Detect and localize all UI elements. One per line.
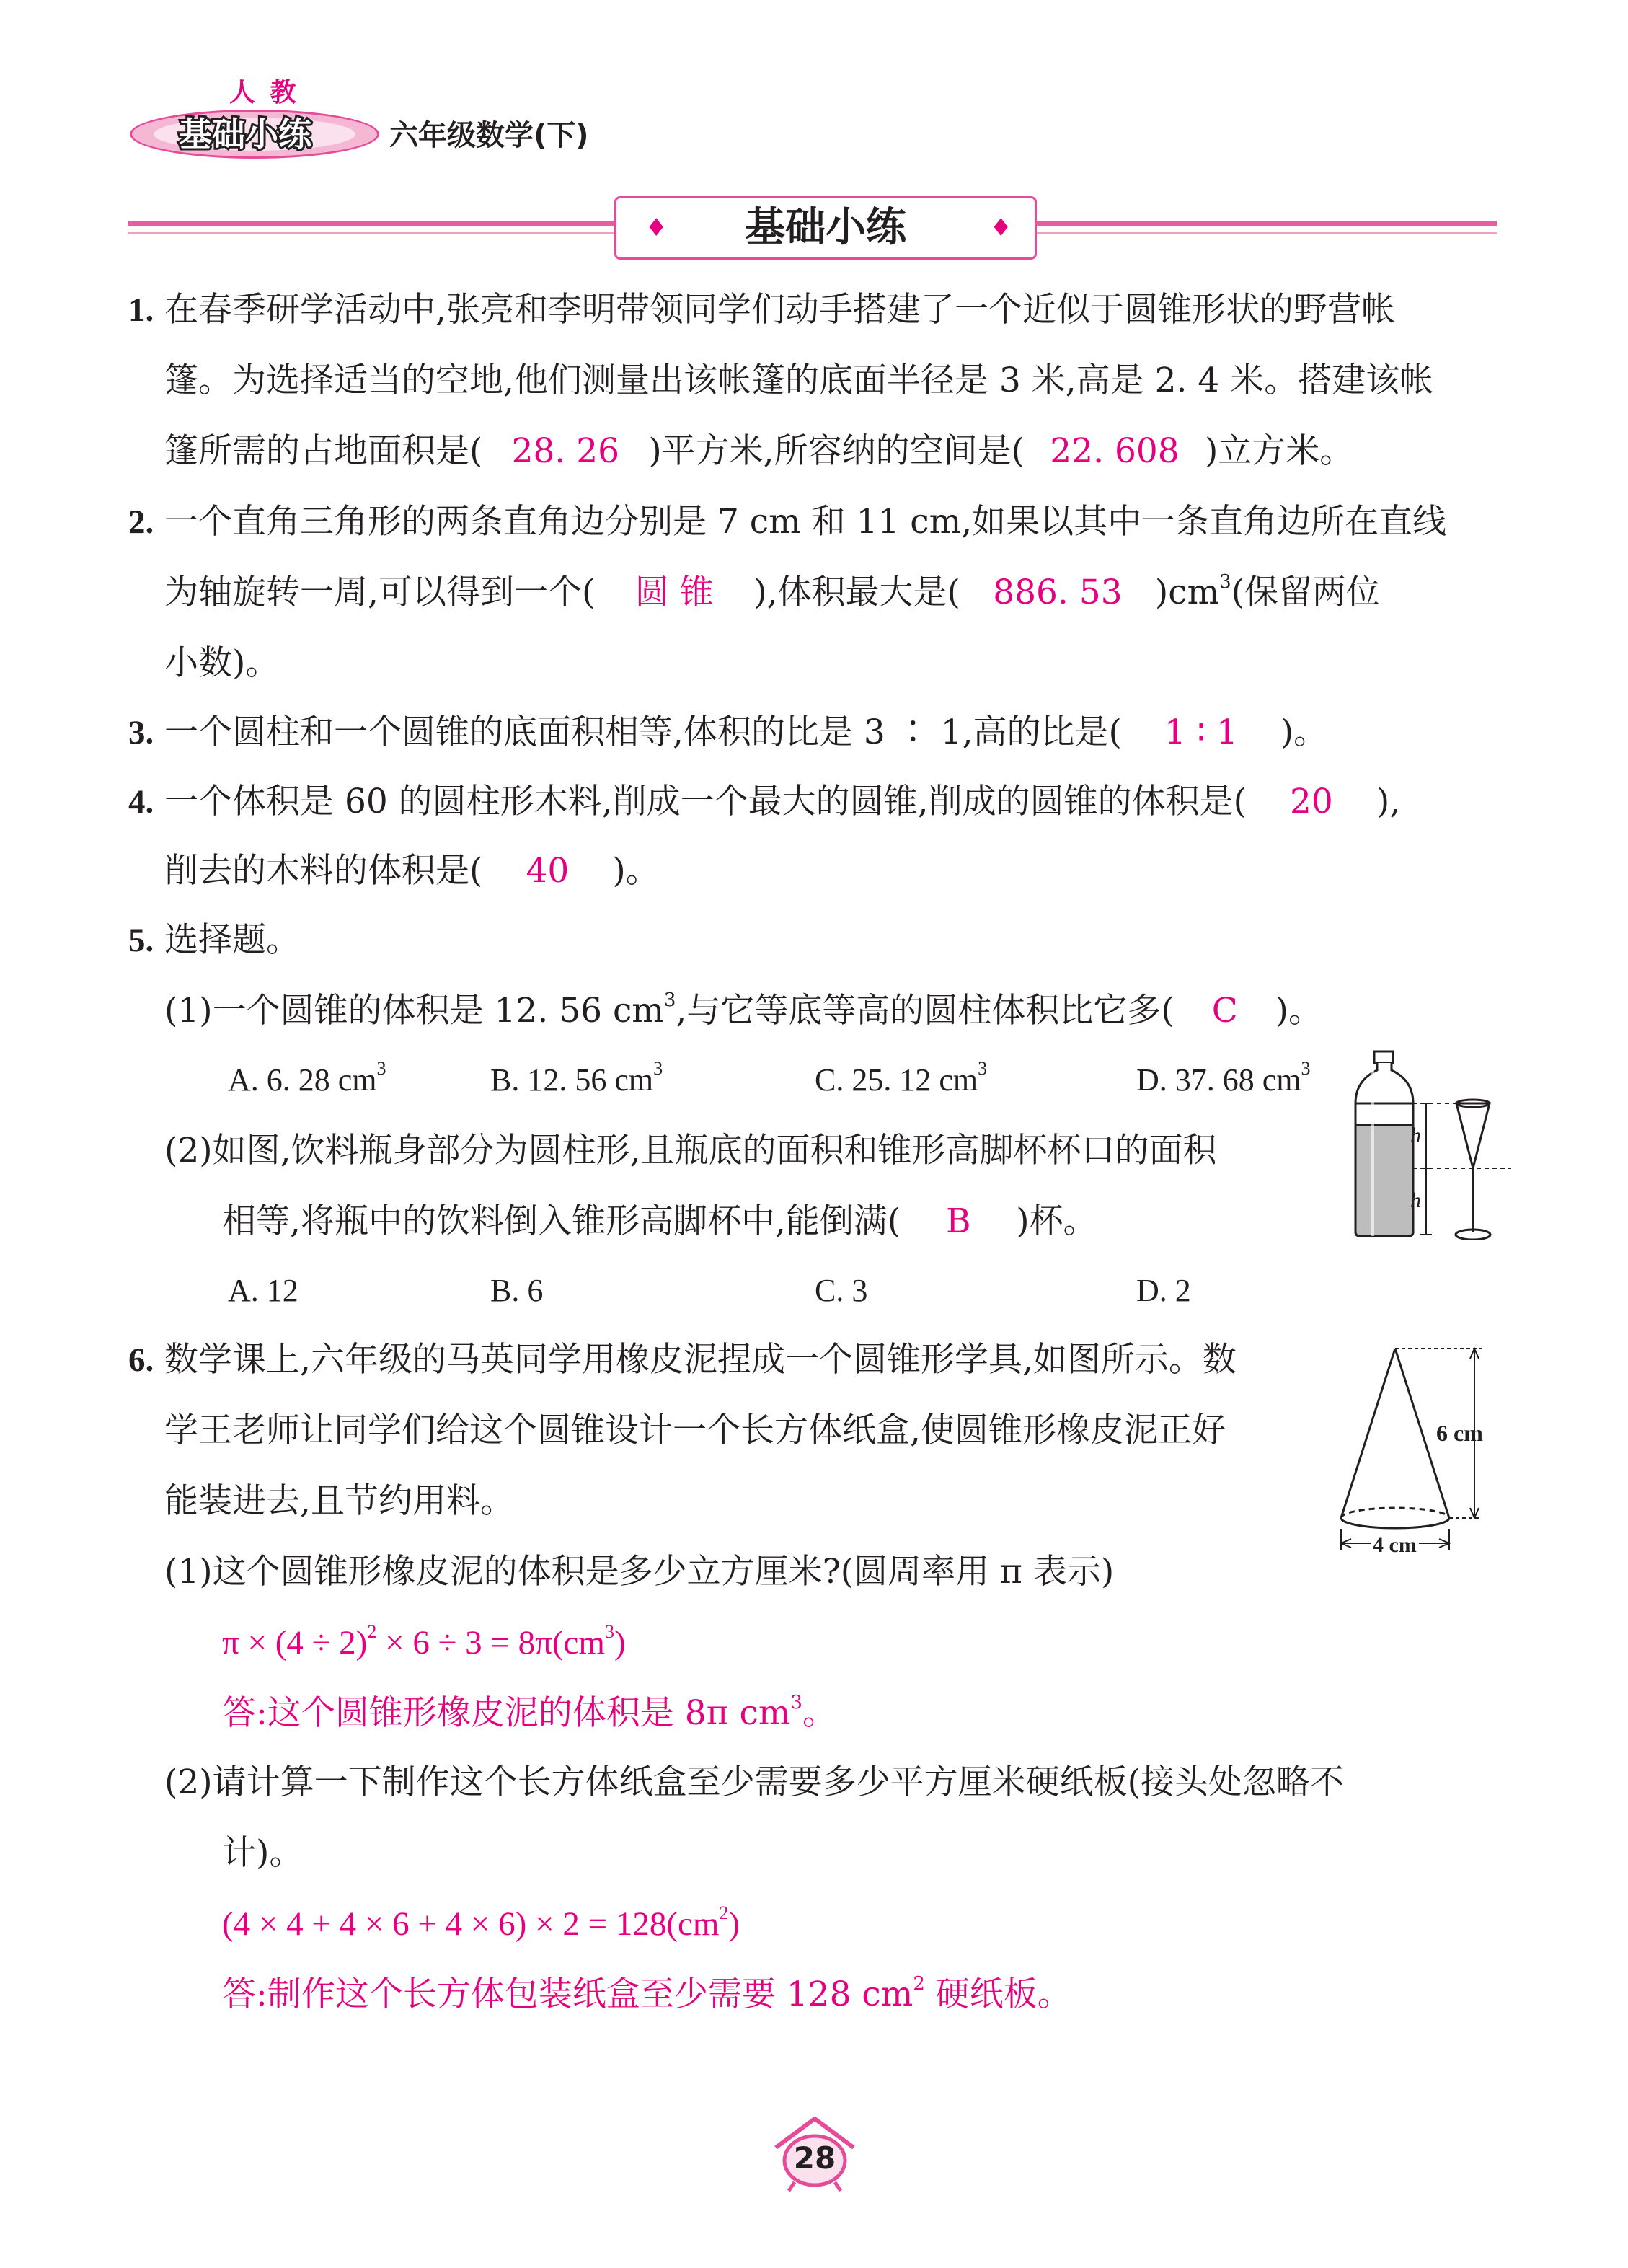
bottle-icon [1355, 1051, 1413, 1236]
option-d: D. 2 [1136, 1273, 1191, 1308]
diameter-label: 4 cm [1373, 1533, 1417, 1557]
question-number: 6. [128, 1341, 154, 1379]
question-text: 选择题。 [164, 920, 300, 960]
section-title: 基础小练 [745, 204, 906, 251]
height-label-bottom: h [1410, 1188, 1421, 1212]
option-a: A. 6. 28 $cm^3$ [228, 1058, 386, 1098]
answer-text: 22. 608 [1050, 431, 1180, 471]
subquestion-text: (2)请计算一下制作这个长方体纸盒至少需要多少平方厘米硬纸板(接头处忽略不 [164, 1762, 1344, 1802]
answer-text: 答:这个圆锥形橡皮泥的体积是 8π $cm^3$。 [222, 1692, 836, 1733]
question-number: 2. [128, 503, 154, 541]
page-number: 28 [793, 2140, 836, 2176]
question-text: 篷。为选择适当的空地,他们测量出该帐篷的底面半径是 3 米,高是 2. 4 米。搭建该帐 [164, 361, 1434, 400]
question-text: 削去的木料的体积是( 40 )。 [164, 850, 660, 893]
diamond-right-icon: ♦ [990, 213, 1012, 242]
answer-text: B [945, 1201, 971, 1241]
question-text: 一个圆柱和一个圆锥的底面积相等,体积的比是 3 ∶ 1,高的比是( 1 ∶ 1 )。 [164, 711, 1327, 754]
height-label: 6 cm [1436, 1420, 1483, 1446]
subquestion-text: (1)一个圆锥的体积是 12. 56 $cm^3$,与它等底等高的圆柱体积比它多( C )。 [164, 989, 1322, 1033]
question-text: 能装进去,且节约用料。 [164, 1481, 514, 1521]
question-text: 学王老师让同学们给这个圆锥设计一个长方体纸盒,使圆锥形橡皮泥正好 [164, 1411, 1226, 1450]
question-text: 小数)。 [164, 643, 280, 683]
option-b: B. 6 [490, 1273, 544, 1308]
answer-text: 圆 锥 [634, 573, 714, 612]
question-text: 为轴旋转一周,可以得到一个( 圆 锥 ),体积最大是( 886. 53 )$cm^3$(保留两位 [164, 571, 1380, 614]
answer-text: 1 ∶ 1 [1164, 712, 1238, 752]
question-text: 一个直角三角形的两条直角边分别是 7 cm 和 11 cm,如果以其中一条直角边所在直线 [164, 502, 1447, 542]
calculation-text: $\pi \times (4 \div 2)^2 \times 6 \div 3 = 8\pi(cm^3)$ [222, 1621, 626, 1662]
question-text: 篷所需的占地面积是( 28. 26 )平方米,所容纳的空间是( 22. 608 )立方米。 [164, 430, 1353, 473]
question-text: 一个体积是 60 的圆柱形木料,削成一个最大的圆锥,削成的圆锥的体积是( 20 ), [164, 780, 1400, 824]
cone-icon [1341, 1349, 1449, 1528]
goblet-icon [1456, 1100, 1490, 1240]
option-b: B. 12. 56 $cm^3$ [490, 1058, 663, 1098]
subquestion-text: (1)这个圆锥形橡皮泥的体积是多少立方厘米?(圆周率用 π 表示) [164, 1552, 1115, 1592]
question-number: 1. [128, 291, 154, 329]
calculation-text: $(4 \times 4 + 4 \times 6 + 4 \times 6) \times 2 = 128(cm^2)$ [222, 1902, 740, 1943]
header-grade-subject: 六年级数学(下) [389, 119, 589, 152]
question-number: 4. [128, 783, 154, 821]
answer-text: 28. 26 [511, 431, 620, 471]
header-series: 基础小练 [179, 115, 311, 154]
cone-figure [1327, 1341, 1543, 1572]
answer-text: 886. 53 [993, 573, 1123, 612]
option-a: A. 12 [228, 1273, 298, 1308]
diamond-left-icon: ♦ [645, 213, 668, 242]
option-c: C. 25. 12 $cm^3$ [815, 1058, 988, 1098]
question-number: 5. [128, 922, 154, 959]
height-label-top: h [1410, 1124, 1421, 1147]
question-text: 在春季研学活动中,张亮和李明带领同学们动手搭建了一个近似于圆锥形状的野营帐 [164, 290, 1395, 330]
answer-text: 20 [1290, 782, 1333, 821]
subquestion-text: (2)如图,饮料瓶身部分为圆柱形,且瓶底的面积和锥形高脚杯杯口的面积 [164, 1131, 1217, 1170]
subquestion-text: 计)。 [222, 1833, 304, 1873]
answer-text: 答:制作这个长方体包装纸盒至少需要 128 $cm^2$ 硬纸板。 [222, 1973, 1071, 2014]
answer-text: C [1211, 991, 1238, 1031]
question-text: 数学课上,六年级的马英同学用橡皮泥捏成一个圆锥形学具,如图所示。数 [164, 1340, 1237, 1380]
header-edition: 人 教 [229, 78, 299, 107]
subquestion-text: 相等,将瓶中的饮料倒入锥形高脚杯中,能倒满( B )杯。 [222, 1200, 1097, 1243]
option-d: D. 37. 68 $cm^3$ [1136, 1058, 1311, 1098]
option-c: C. 3 [815, 1273, 868, 1308]
bottle-glass-figure [1348, 1046, 1514, 1240]
answer-text: 40 [526, 851, 570, 891]
question-number: 3. [128, 714, 154, 751]
